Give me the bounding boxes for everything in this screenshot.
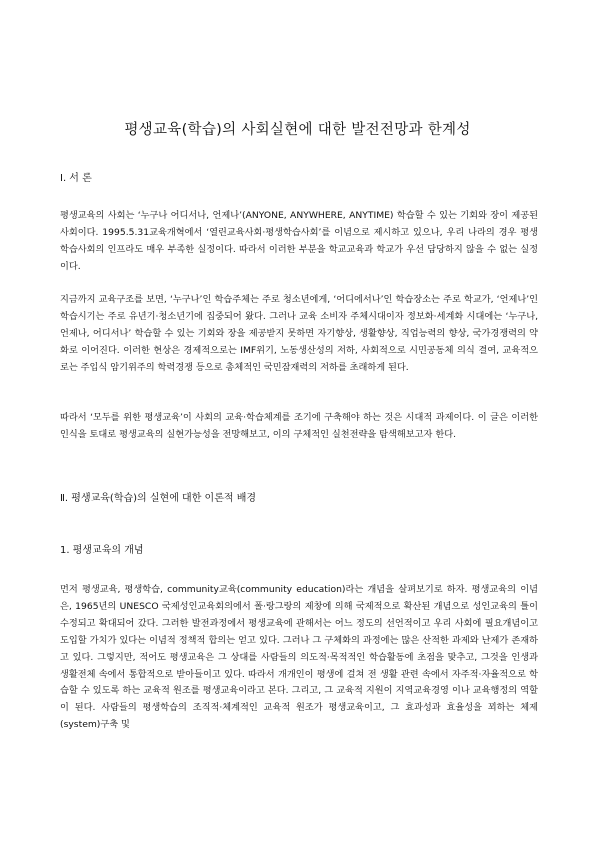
body-paragraph: 따라서 ‘모두를 위한 평생교육’이 사회의 교육·학습체계를 조기에 구축해야 하는 것은 시대적 과제이다. 이 글은 이러한 인식을 토대로 평생교육의 실현가능성을 전망해보고, 이의 구체적인 실천전략을 탐색해보고자 한다. <box>60 412 538 440</box>
section-heading-theoretical-background: Ⅱ. 평생교육(학습)의 실현에 대한 이론적 배경 <box>60 493 257 504</box>
body-paragraph: 먼저 평생교육, 평생학습, community교육(community education)라는 개념을 살펴보기로 하자. 평생교육의 이념은, 1965년의 UNESCO 국제성인교육회의에서 폴·랑그랑의 제창에 의해 국제적으로 확산된 개념으로 성인교육의 틀이 수정되고 확대되어 갔다. 그러한 발전과정에서 평생교육에 관해서는 어느 정도의 선언적이고 우리 사회에 필요개념이고 도입할 가치가 있다는 이념적 정책적 합의는 얻고 있다. 그러나 그 구체화의 과정에는 많은 산적한 과제와 난제가 존재하고 있다. 그렇지만, 적어도 평생교육은 그 상대를 사람들의 의도적·목적적인 학습활동에 초점을 맞추고, 그것을 인생과 생활전체 속에서 통합적으로 받아들이고 있다. 따라서 개개인이 평생에 걸쳐 전 생활 관련 속에서 자주적·자율적으로 학습할 수 있도록 하는 교육적 원조를 평생교육이라고 본다. 그리고, 그 교육적 지원이 지역교육경영 이나 교육행정의 역할이 된다. 사람들의 평생학습의 조직적·체계적인 교육적 원조가 평생교육이고, 그 효과성과 효율성을 꾀하는 체제(system)구축 및 <box>60 584 538 731</box>
subsection-heading-concept: 1. 평생교육의 개념 <box>60 545 144 556</box>
body-paragraph: 평생교육의 사회는 ‘누구나 어디서나, 언제나’(ANYONE, ANYWHERE, ANYTIME) 학습할 수 있는 기회와 장이 제공된 사회이다. 1995.5.31교육개혁에서 ‘열린교육사회·평생학습사회’를 이념으로 제시하고 있으나, 우리 나라의 경우 평생학습사회의 인프라도 매우 부족한 실정이다. 따라서 이러한 부분을 학교교육과 학교가 우선 담당하지 않을 수 없는 실정이다. <box>60 210 538 272</box>
body-paragraph: 지금까지 교육구조를 보면, ‘누구나’인 학습주체는 주로 청소년에게, ‘어디에서나’인 학습장소는 주로 학교가, ‘언제나’인 학습시기는 주로 유년기·청소년기에 집중되어 왔다. 그러나 교육 소비자 주체시대이자 정보화·세계화 시대에는 ‘누구나, 언제나, 어디서나’ 학습할 수 있는 기회와 장을 제공받지 못하면 자기향상, 생활향상, 직업능력의 향상, 국가경쟁력의 약화로 이어진다. 이러한 현상은 경제적으로는 IMF위기, 노동생산성의 저하, 사회적으로 시민공동체 의식 결여, 교육적으로는 주입식 암기위주의 학력경쟁 등으로 총체적인 국민잠재력의 저하를 초래하게 된다. <box>60 294 538 373</box>
section-heading-introduction: Ⅰ. 서 론 <box>60 173 92 184</box>
document-title: 평생교육(학습)의 사회실현에 대한 발전전망과 한계성 <box>124 122 471 138</box>
